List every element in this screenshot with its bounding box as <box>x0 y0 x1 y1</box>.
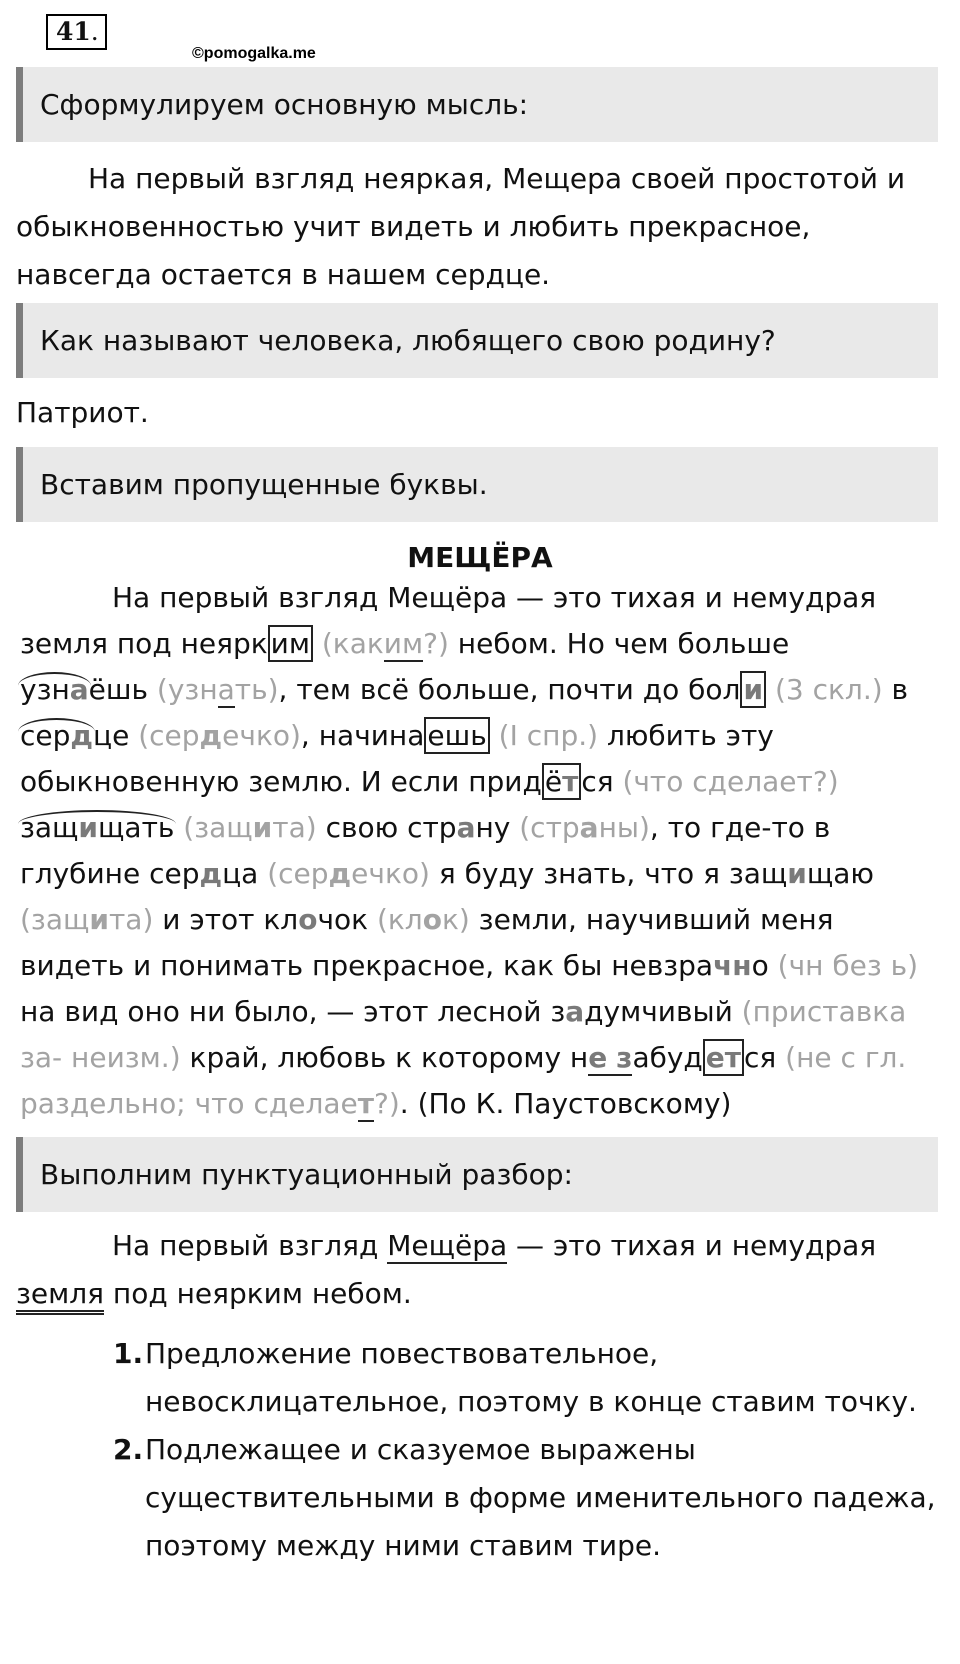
text-line: На первый взгляд Мещёра — это тихая и немудрая <box>112 581 877 614</box>
text-line: земля под неярк им (каким?) небом. Но чем больше <box>20 627 790 660</box>
list-item: 1. Предложение повествовательное, невосклицательное, поэтому в конце ставим точку. <box>113 1337 917 1418</box>
ending-box: ешь <box>424 717 489 754</box>
text-line: сердце (сердечко), начина ешь (I спр.) любить эту <box>20 712 774 760</box>
watermark: ©pomogalka.me <box>192 45 316 62</box>
list-item: 2. Подлежащее и сказуемое выражены существительными в форме именительного падежа, поэтому между ними ставим тире. <box>113 1433 936 1562</box>
main-idea-text: На первый взгляд неяркая, Мещера своей простотой и обыкновенностью учит видеть и любить прекрасное, навсегда остается в нашем сердце. <box>16 162 906 291</box>
text-title: МЕЩЁРА <box>407 541 553 574</box>
ending-box: ет <box>703 1039 744 1076</box>
root-arc: серд <box>20 712 93 760</box>
task-number: 41 . <box>46 14 107 50</box>
heading-question: Как называют человека, любящего свою родину? <box>16 303 938 378</box>
answer-text: Патриот. <box>16 396 149 429</box>
text-line: защищать (защита) свою страну (страны), то где-то в <box>20 804 830 852</box>
heading-punctuation: Выполним пунктуационный разбор: <box>16 1137 938 1212</box>
analysis-sentence: На первый взгляд Мещёра — это тихая и немудрая земля под неярким небом. <box>16 1222 946 1318</box>
text-line: узнаёшь (узнать), тем всё больше, почти до бол и (3 скл.) в <box>20 666 908 714</box>
text-line: за- неизм.) край, любовь к которому не забуд ет ся (не с гл. <box>20 1041 907 1074</box>
root-arc: защищать <box>20 804 174 852</box>
text-line: обыкновенную землю. И если прид ёт ся (что сделает?) <box>20 765 839 798</box>
heading-main-idea: Сформулируем основную мысль: <box>16 67 938 142</box>
text-line: (защита) и этот клочок (клок) земли, научивший меня <box>20 903 834 936</box>
ending-box: и <box>740 671 766 708</box>
text-line: на вид оно ни было, — этот лесной задумчивый (приставка <box>20 995 907 1028</box>
ending-box: им <box>268 625 313 662</box>
analysis-list <box>113 1330 943 1570</box>
subject: Мещёра <box>387 1229 508 1262</box>
text-line: видеть и понимать прекрасное, как бы невзрачно (чн без ь) <box>20 949 919 982</box>
predicate: земля <box>16 1277 104 1315</box>
ending-box: ёт <box>542 763 581 800</box>
text-line: глубине сердца (сердечко) я буду знать, что я защищаю <box>20 857 874 890</box>
root-arc: узна <box>20 666 89 714</box>
text-line: раздельно; что сделает?). (По К. Паустовскому) <box>20 1087 732 1120</box>
heading-insert-letters: Вставим пропущенные буквы. <box>16 447 938 522</box>
